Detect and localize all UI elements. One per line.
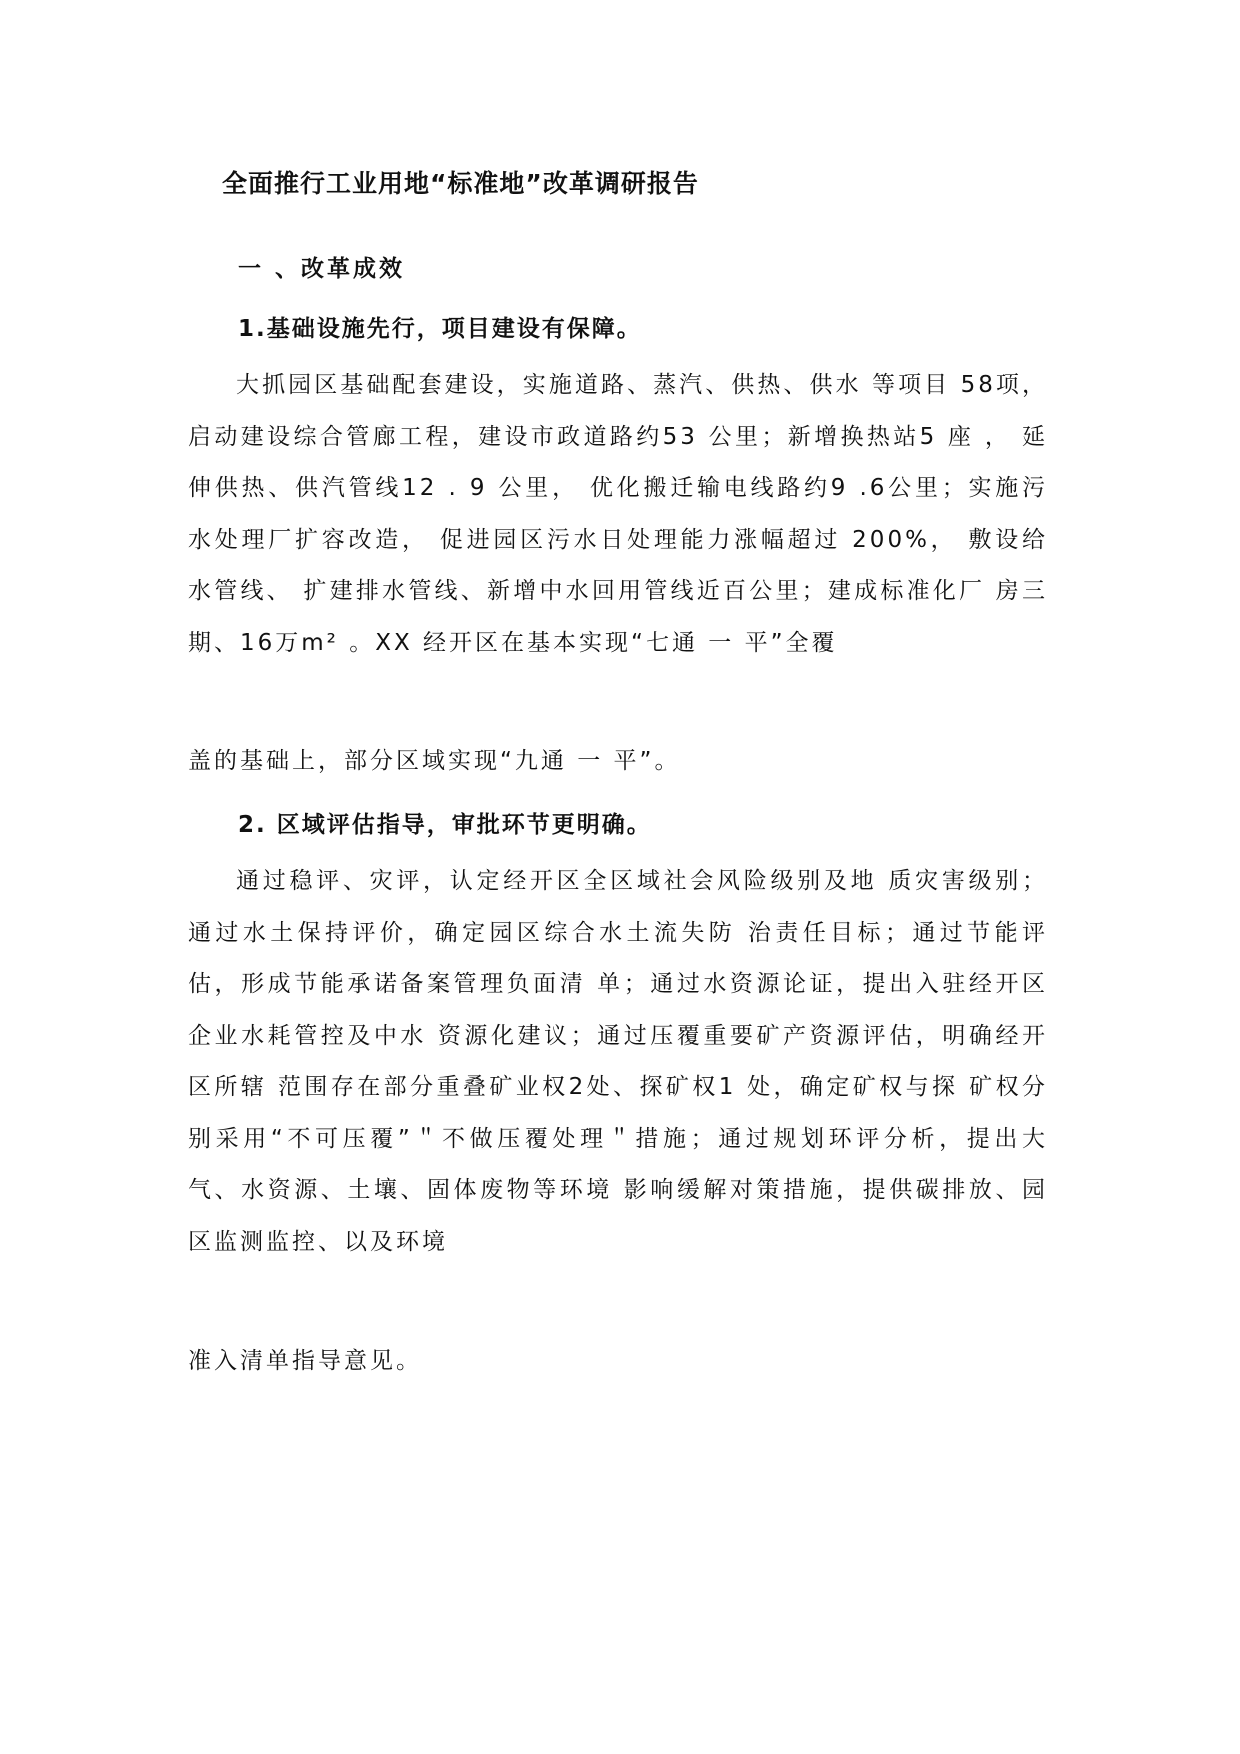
- subsection-heading-1: 1.基础设施先行，项目建设有保障。: [238, 316, 642, 342]
- paragraph-regional-assessment-tail: 准入清单指导意见。: [188, 1348, 422, 1374]
- paragraph-infrastructure: 大抓园区基础配套建设，实施道路、蒸汽、供热、供水 等项目 58项，启动建设综合管廊工程，建设市政道路约53 公里；新增换热站5 座 ， 延伸供热、供汽管线12 . 9 公里， 优化搬迁输电线路约9 .6公里；实施污水处理厂扩容改造， 促进园区污水日处理能力涨幅超过 200%， 敷设给水管线、 扩建排水管线、新增中水回用管线近百公里；建成标准化厂 房三期、16万m² 。XX 经开区在基本实现“七通 一 平”全覆: [188, 372, 1048, 656]
- paragraph-regional-assessment: 通过稳评、灾评，认定经开区全区域社会风险级别及地 质灾害级别；通过水土保持评价，确定园区综合水土流失防 治责任目标；通过节能评估，形成节能承诺备案管理负面清 单；通过水资源论证，提出入驻经开区企业水耗管控及中水 资源化建议；通过压覆重要矿产资源评估，明确经开区所辖 范围存在部分重叠矿业权2处、探矿权1 处，确定矿权与探 矿权分别采用“不可压覆”＂不做压覆处理＂措施；通过规划环评分析，提出大气、水资源、土壤、固体废物等环境 影响缓解对策措施，提供碳排放、园区监测监控、以及环境: [188, 868, 1048, 1255]
- paragraph-infrastructure-tail: 盖的基础上，部分区域实现“九通 一 平”。: [188, 748, 681, 774]
- document-title: 全面推行工业用地“标准地”改革调研报告: [222, 169, 699, 198]
- subsection-heading-2: 2. 区域评估指导，审批环节更明确。: [238, 812, 652, 838]
- section-heading: 一 、改革成效: [238, 256, 406, 282]
